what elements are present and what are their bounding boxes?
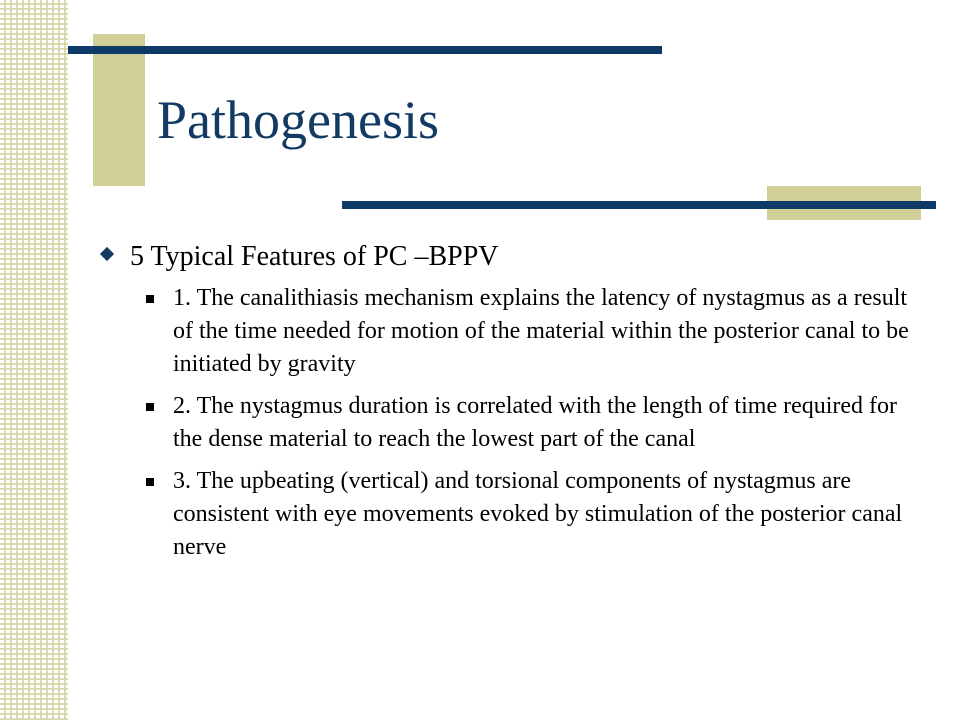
- left-stripe-pattern: [0, 0, 68, 720]
- bottom-accent-line: [342, 201, 936, 209]
- list-item-text: 1. The canalithiasis mechanism explains the latency of nystagmus as a result of the time needed for motion of the material within the posterior canal to be initiated by gravity: [173, 285, 909, 377]
- main-bullet-text: 5 Typical Features of PC –BPPV: [130, 241, 499, 272]
- list-item: [100, 465, 913, 564]
- list-item-text: 2. The nystagmus duration is correlated with the length of time required for the dense material to reach the lowest part of the canal: [173, 393, 898, 452]
- list-item: [100, 390, 913, 456]
- slide-title: Pathogenesis: [157, 90, 439, 150]
- diamond-bullet-icon: [100, 247, 114, 261]
- main-bullet: [100, 238, 920, 276]
- slide-body: [100, 238, 920, 573]
- feature-list: [100, 282, 920, 564]
- list-item: [100, 282, 913, 381]
- square-bullet-icon: [146, 295, 154, 303]
- square-bullet-icon: [146, 403, 154, 411]
- square-bullet-icon: [146, 478, 154, 486]
- top-accent-line: [68, 46, 662, 54]
- list-item-text: 3. The upbeating (vertical) and torsional components of nystagmus are consistent with eye movements evoked by stimulation of the posterior canal nerve: [173, 468, 903, 560]
- title-accent-block: [93, 34, 145, 186]
